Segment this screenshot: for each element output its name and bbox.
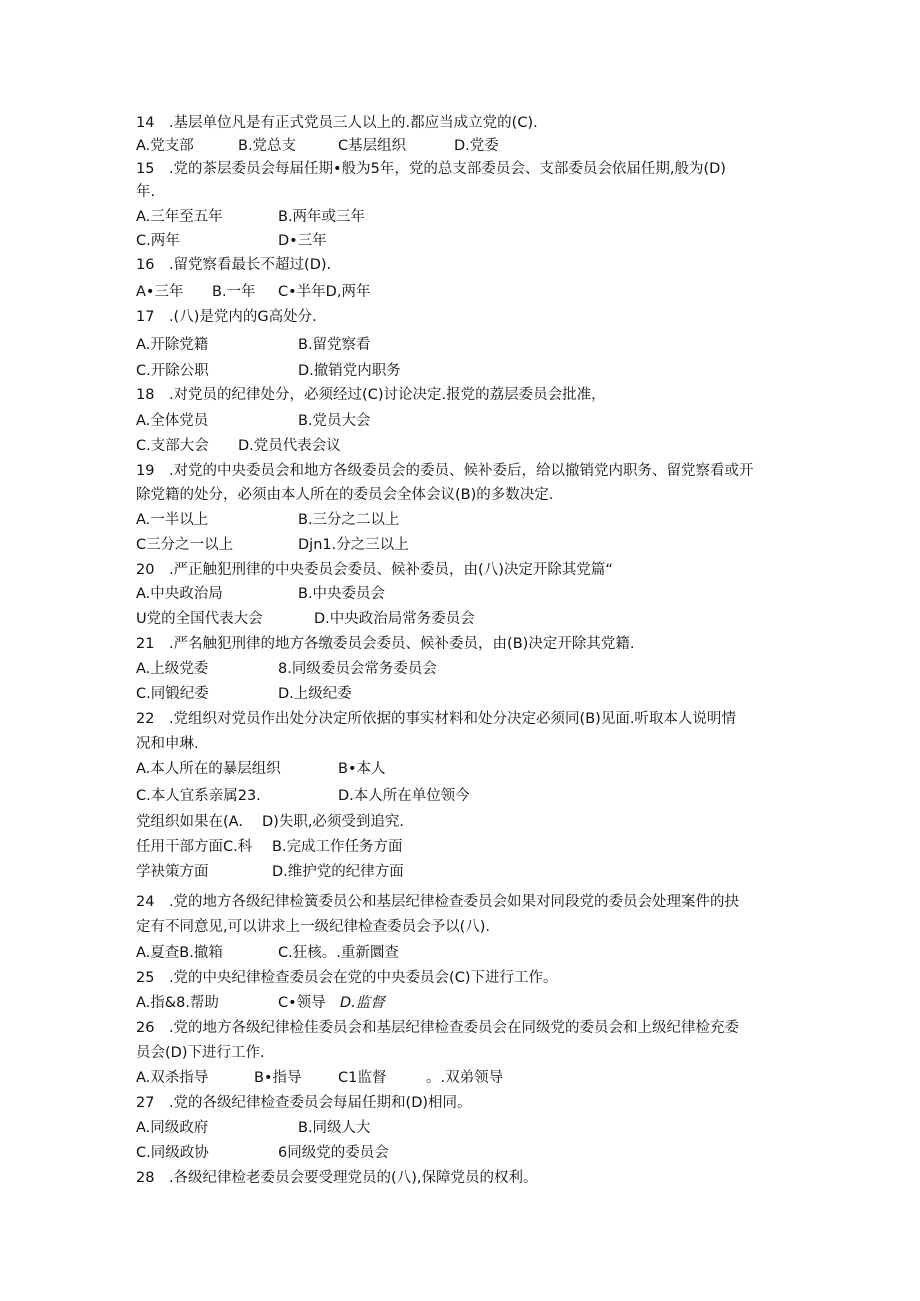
- text-segment: A.开除党籍: [136, 337, 209, 353]
- text-segment: A.本人所在的暴层组织: [136, 761, 281, 777]
- text-segment: B.完成工作任务方面: [272, 839, 403, 855]
- text-segment: A.指&8.帮助: [136, 995, 219, 1011]
- text-segment: A.一半以上: [136, 512, 209, 528]
- text-segment: B•指导: [254, 1070, 302, 1086]
- text-segment: D)失职,必须受到追究.: [262, 814, 405, 830]
- text-segment: 定有不同意见,可以讲求上一级纪律检查委员会予以(八).: [136, 919, 491, 935]
- text-segment: Djn1.分之三以上: [298, 537, 409, 553]
- text-segment: 21 .严名触犯刑律的地方各缴委员会委员、候补委员，由(B)决定开除其党籍.: [136, 636, 635, 652]
- text-segment: 26 .党的地方各级纪律检佳委员会和基层纪律检查委员会在同级党的委员会和上级纪律检充委: [136, 1020, 740, 1036]
- text-segment: A.同级政府: [136, 1120, 209, 1136]
- text-segment: 任用干部方面C.科: [136, 839, 253, 855]
- text-segment: C.开除公职: [136, 363, 209, 379]
- text-segment: C.狂核。.重新圜查: [278, 945, 399, 961]
- text-segment: C1监督: [338, 1070, 387, 1086]
- text-segment: 20 .严正触犯刑律的中央委员会委员、候补委员，由(八)决定开除其党篇“: [136, 562, 613, 578]
- text-segment: B.党员大会: [298, 413, 371, 429]
- text-segment: 8.同级委员会常务委员会: [278, 661, 437, 677]
- text-segment: D.中央政治局常务委员会: [314, 611, 475, 627]
- text-segment: B.中央委员会: [298, 586, 386, 602]
- text-segment: A.双杀指导: [136, 1070, 209, 1086]
- text-segment: B•本人: [338, 761, 386, 777]
- text-segment: B.同级人大: [298, 1120, 371, 1136]
- text-segment: A.三年至五年: [136, 209, 223, 225]
- text-segment: D.党员代表会议: [238, 438, 341, 454]
- text-segment: 6同级党的委员会: [278, 1145, 389, 1161]
- text-segment: C.同锻纪委: [136, 686, 209, 702]
- text-segment: D.维护党的纪律方面: [272, 864, 404, 880]
- text-segment: 24 .党的地方各级纪律检簧委员公和基层纪律检查委员会如果对同段党的委员会处理案件的抉: [136, 894, 740, 910]
- text-segment: C.支部大会: [136, 438, 209, 454]
- text-segment: A.全体党员: [136, 413, 209, 429]
- text-segment: B.党总支: [238, 138, 297, 154]
- text-segment: A.党支部: [136, 138, 194, 154]
- text-segment: A.中央政治局: [136, 586, 223, 602]
- text-segment: D.党委: [454, 138, 499, 154]
- text-segment: 学袂策方面: [136, 864, 209, 880]
- text-segment: C•领导: [278, 995, 326, 1011]
- text-segment: B.三分之二以上: [298, 512, 400, 528]
- text-segment: 27 .党的各级纪律检查委员会每届任期和(D)相同。: [136, 1095, 472, 1111]
- text-segment: 党组织如果在(A.: [136, 814, 243, 830]
- text-segment: 16 .留党察看最长不超过(D).: [136, 257, 332, 273]
- text-segment: C•半年D,两年: [278, 284, 371, 300]
- text-segment: C.同级政协: [136, 1145, 209, 1161]
- text-segment: D.撤销党内职务: [298, 363, 401, 379]
- text-segment: B.两年或三年: [278, 209, 366, 225]
- text-segment: 28 .各级纪律检老委员会要受理党员的(八),保障党员的权利。: [136, 1170, 538, 1186]
- text-segment: 15 .党的茶层委员会每届任期•般为5年，党的总支部委员会、支部委员会依届任期,般为(D): [136, 161, 726, 177]
- text-segment: D.上级纪委: [278, 686, 352, 702]
- text-segment: A.夏查B.撤箱: [136, 945, 223, 961]
- text-segment: 况和申琳.: [136, 736, 199, 752]
- text-segment: C.两年: [136, 233, 180, 249]
- text-segment: C.本人宜系亲属23.: [136, 788, 261, 804]
- text-segment: U党的全国代表大会: [136, 611, 263, 627]
- text-segment: 年.: [136, 184, 156, 200]
- text-segment: B.留党察看: [298, 337, 371, 353]
- text-segment: 14 .基层单位凡是有正式党员三人以上的.都应当成立党的(C).: [136, 115, 538, 131]
- text-segment: D.本人所在单位领今: [338, 788, 470, 804]
- text-segment: 22 .党组织对党员作出处分决定所依据的事实材料和处分决定必须同(B)见面.听取本人说明情: [136, 711, 736, 727]
- text-segment: 员会(D)下进行工作.: [136, 1045, 265, 1061]
- text-segment: 17 .(八)是党内的G高处分.: [136, 309, 317, 325]
- text-segment: 19 .对党的中央委员会和地方各级委员会的委员、候补委后，给以撤销党内职务、留党察看或开: [136, 463, 754, 479]
- text-segment: C基层组织: [338, 138, 407, 154]
- text-segment: A•三年: [136, 284, 184, 300]
- text-segment: B.一年: [212, 284, 256, 300]
- text-segment: A.上级党委: [136, 661, 209, 677]
- text-segment: D•三年: [278, 233, 327, 249]
- text-segment: 。.双弟领导: [426, 1070, 504, 1086]
- text-segment: 18 .对党员的纪律处分，必须经过(C)讨论决定.报党的荔层委员会批准，: [136, 387, 606, 403]
- text-segment: 除党籍的处分，必须由本人所在的委员会全体会议(B)的多数决定.: [136, 487, 554, 503]
- text-segment: D.监督: [340, 995, 385, 1011]
- text-segment: C三分之一以上: [136, 537, 234, 553]
- text-segment: 25 .党的中央纪律检查委员会在党的中央委员会(C)下进行工作。: [136, 970, 558, 986]
